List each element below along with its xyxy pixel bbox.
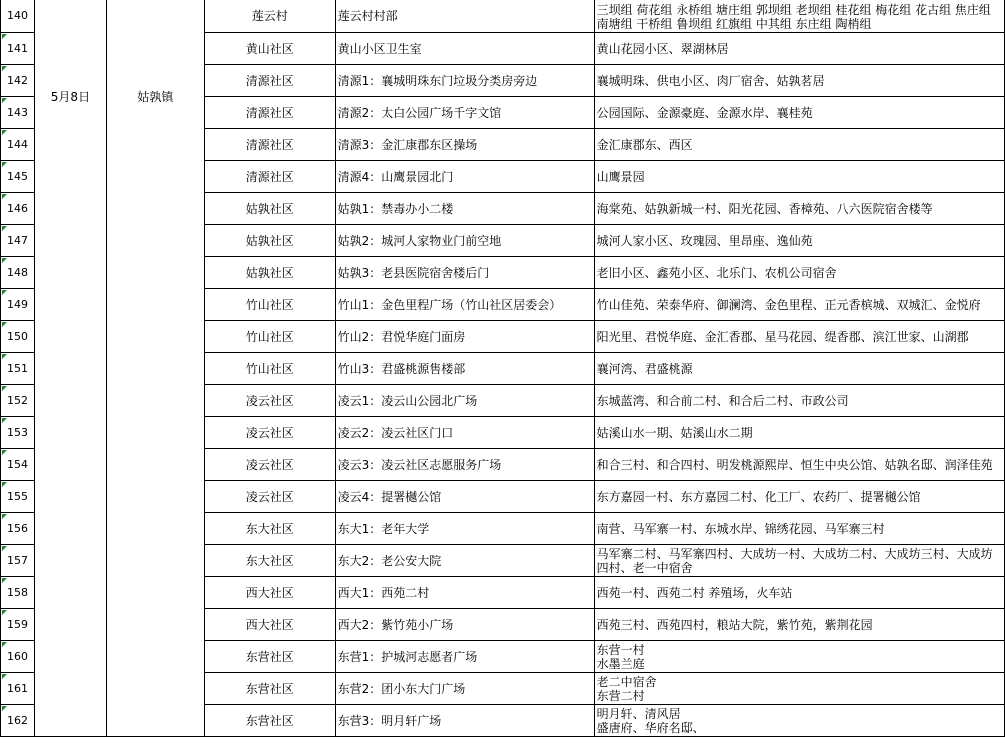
- community-cell: 东大社区: [204, 545, 335, 577]
- row-number: 156: [1, 513, 35, 545]
- community-cell: 竹山社区: [204, 289, 335, 321]
- area-line: 东城蓝湾、和合前二村、和合后二村、市政公司: [596, 393, 849, 408]
- area-line: 东方嘉园一村、东方嘉园二村、化工厂、农药厂、提署樾公馆: [596, 489, 921, 504]
- schedule-table-body: [1, 0, 1005, 737]
- area-line: 明月轩、清风居: [596, 706, 681, 721]
- area-cell: [594, 513, 1004, 545]
- location-cell: 竹山2：君悦华庭门面房: [335, 321, 594, 353]
- area-line: 南营、马军寨一村、东城水岸、锦绣花园、马军寨三村: [596, 521, 885, 536]
- area-line: 西苑一村、西苑二村 养殖场，火车站: [596, 585, 793, 600]
- community-cell: 东营社区: [204, 641, 335, 673]
- location-cell: 东大2：老公安大院: [335, 545, 594, 577]
- community-cell: 姑孰社区: [204, 257, 335, 289]
- location-cell: 清源4：山鹰景园北门: [335, 161, 594, 193]
- community-cell: 姑孰社区: [204, 225, 335, 257]
- community-cell: 西大社区: [204, 577, 335, 609]
- area-cell: [594, 385, 1004, 417]
- location-cell: 凌云1：凌云山公园北广场: [335, 385, 594, 417]
- location-cell: 凌云2：凌云社区门口: [335, 417, 594, 449]
- area-cell: [594, 545, 1004, 577]
- area-cell: [594, 289, 1004, 321]
- row-number: 155: [1, 481, 35, 513]
- community-cell: 东营社区: [204, 673, 335, 705]
- area-line: 襄城明珠、供电小区、肉厂宿舍、姑孰茗居: [596, 73, 825, 88]
- area-cell: [594, 65, 1004, 97]
- location-cell: 东营2：团小东大门广场: [335, 673, 594, 705]
- row-number: 161: [1, 673, 35, 705]
- community-cell: 竹山社区: [204, 321, 335, 353]
- area-cell: [594, 417, 1004, 449]
- row-number: 148: [1, 257, 35, 289]
- location-cell: 竹山3：君盛桃源售楼部: [335, 353, 594, 385]
- row-number: 152: [1, 385, 35, 417]
- area-cell: [594, 705, 1004, 737]
- row-number: 154: [1, 449, 35, 481]
- community-cell: 东营社区: [204, 705, 335, 737]
- location-cell: 清源2：太白公园广场千字文馆: [335, 97, 594, 129]
- area-cell: [594, 609, 1004, 641]
- location-cell: 西大2：紫竹苑小广场: [335, 609, 594, 641]
- row-number: 141: [1, 33, 35, 65]
- town-cell: 姑孰镇: [106, 0, 204, 737]
- area-line: 竹山佳苑、荣泰华府、御澜湾、金色里程、正元香槟城、双城汇、金悦府: [596, 297, 981, 312]
- location-cell: 莲云村村部: [335, 0, 594, 33]
- location-cell: 竹山1：金色里程广场（竹山社区居委会）: [335, 289, 594, 321]
- area-cell: [594, 673, 1004, 705]
- table-row: [1, 0, 1005, 33]
- area-cell: [594, 97, 1004, 129]
- area-line: 金汇康郡东、西区: [596, 137, 693, 152]
- community-cell: 凌云社区: [204, 481, 335, 513]
- area-line: 东营二村: [596, 688, 645, 703]
- area-cell: [594, 0, 1004, 33]
- area-cell: [594, 129, 1004, 161]
- row-number: 153: [1, 417, 35, 449]
- area-line: 和合三村、和合四村、明发桃源熙岸、恒生中央公馆、姑孰名邸、润泽佳苑: [596, 457, 993, 472]
- area-cell: [594, 641, 1004, 673]
- community-cell: 竹山社区: [204, 353, 335, 385]
- area-line: 城河人家小区、玫瑰园、里昂座、逸仙苑: [596, 233, 813, 248]
- area-cell: [594, 225, 1004, 257]
- location-cell: 东营3：明月轩广场: [335, 705, 594, 737]
- row-number: 158: [1, 577, 35, 609]
- area-line: 老旧小区、鑫苑小区、北乐门、农机公司宿舍: [596, 265, 837, 280]
- location-cell: 清源1：襄城明珠东门垃圾分类房旁边: [335, 65, 594, 97]
- area-cell: [594, 353, 1004, 385]
- area-line: 盛唐府、华府名邸、: [596, 720, 705, 735]
- area-cell: [594, 481, 1004, 513]
- area-cell: [594, 33, 1004, 65]
- area-line: 三坝组 荷花组 永桥组 塘庄组 郭坝组 老坝组 桂花组 梅花组 花古组 焦庄组: [596, 3, 991, 17]
- location-cell: 姑孰2：城河人家物业门前空地: [335, 225, 594, 257]
- location-cell: 凌云4：提署樾公馆: [335, 481, 594, 513]
- area-line: 马军寨二村、马军寨四村、大成坊一村、大成坊二村、大成坊三村、大成坊: [596, 546, 993, 561]
- location-cell: 东营1：护城河志愿者广场: [335, 641, 594, 673]
- community-cell: 凌云社区: [204, 417, 335, 449]
- area-line: 南塘组 干桥组 鲁坝组 红旗组 中其组 东庄组 陶梢组: [596, 17, 872, 31]
- area-line: 襄河湾、君盛桃源: [596, 361, 693, 376]
- area-cell: [594, 257, 1004, 289]
- area-line: 水墨兰庭: [596, 656, 645, 671]
- row-number: 162: [1, 705, 35, 737]
- community-cell: 西大社区: [204, 609, 335, 641]
- row-number: 147: [1, 225, 35, 257]
- community-cell: 凌云社区: [204, 449, 335, 481]
- location-cell: 姑孰1：禁毒办小二楼: [335, 193, 594, 225]
- row-number: 150: [1, 321, 35, 353]
- location-cell: 凌云3：凌云社区志愿服务广场: [335, 449, 594, 481]
- area-line: 海棠苑、姑孰新城一村、阳光花园、香樟苑、八六医院宿舍楼等: [596, 201, 933, 216]
- community-cell: 清源社区: [204, 97, 335, 129]
- community-cell: 姑孰社区: [204, 193, 335, 225]
- row-number: 157: [1, 545, 35, 577]
- row-number: 144: [1, 129, 35, 161]
- community-cell: 清源社区: [204, 161, 335, 193]
- location-cell: 东大1：老年大学: [335, 513, 594, 545]
- area-line: 姑溪山水一期、姑溪山水二期: [596, 425, 753, 440]
- location-cell: 清源3：金汇康郡东区操场: [335, 129, 594, 161]
- community-cell: 清源社区: [204, 129, 335, 161]
- community-cell: 黄山社区: [204, 33, 335, 65]
- community-cell: 东大社区: [204, 513, 335, 545]
- area-cell: [594, 321, 1004, 353]
- location-cell: 黄山小区卫生室: [335, 33, 594, 65]
- row-number: 151: [1, 353, 35, 385]
- area-line: 黄山花园小区、翠湖林居: [596, 41, 729, 56]
- area-cell: [594, 577, 1004, 609]
- row-number: 140: [1, 0, 35, 33]
- community-cell: 莲云村: [204, 0, 335, 33]
- area-line: 西苑三村、西苑四村，粮站大院，紫竹苑，紫荆花园: [596, 617, 873, 632]
- row-number: 146: [1, 193, 35, 225]
- area-cell: [594, 449, 1004, 481]
- area-line: 东营一村: [596, 642, 645, 657]
- area-line: 公园国际、金源豪庭、金源水岸、襄桂苑: [596, 105, 813, 120]
- area-line: 四村、老一中宿舍: [596, 560, 693, 575]
- row-number: 159: [1, 609, 35, 641]
- community-cell: 清源社区: [204, 65, 335, 97]
- location-cell: 姑孰3：老县医院宿舍楼后门: [335, 257, 594, 289]
- area-line: 老二中宿舍: [596, 674, 657, 689]
- area-line: 山鹰景园: [596, 169, 645, 184]
- row-number: 142: [1, 65, 35, 97]
- row-number: 145: [1, 161, 35, 193]
- row-number: 160: [1, 641, 35, 673]
- row-number: 143: [1, 97, 35, 129]
- area-cell: [594, 193, 1004, 225]
- community-cell: 凌云社区: [204, 385, 335, 417]
- area-cell: [594, 161, 1004, 193]
- date-cell: 5月8日: [34, 0, 106, 737]
- area-line: 阳光里、君悦华庭、金汇香郡、星马花园、缇香郡、滨江世家、山湖郡: [596, 329, 969, 344]
- location-cell: 西大1：西苑二村: [335, 577, 594, 609]
- row-number: 149: [1, 289, 35, 321]
